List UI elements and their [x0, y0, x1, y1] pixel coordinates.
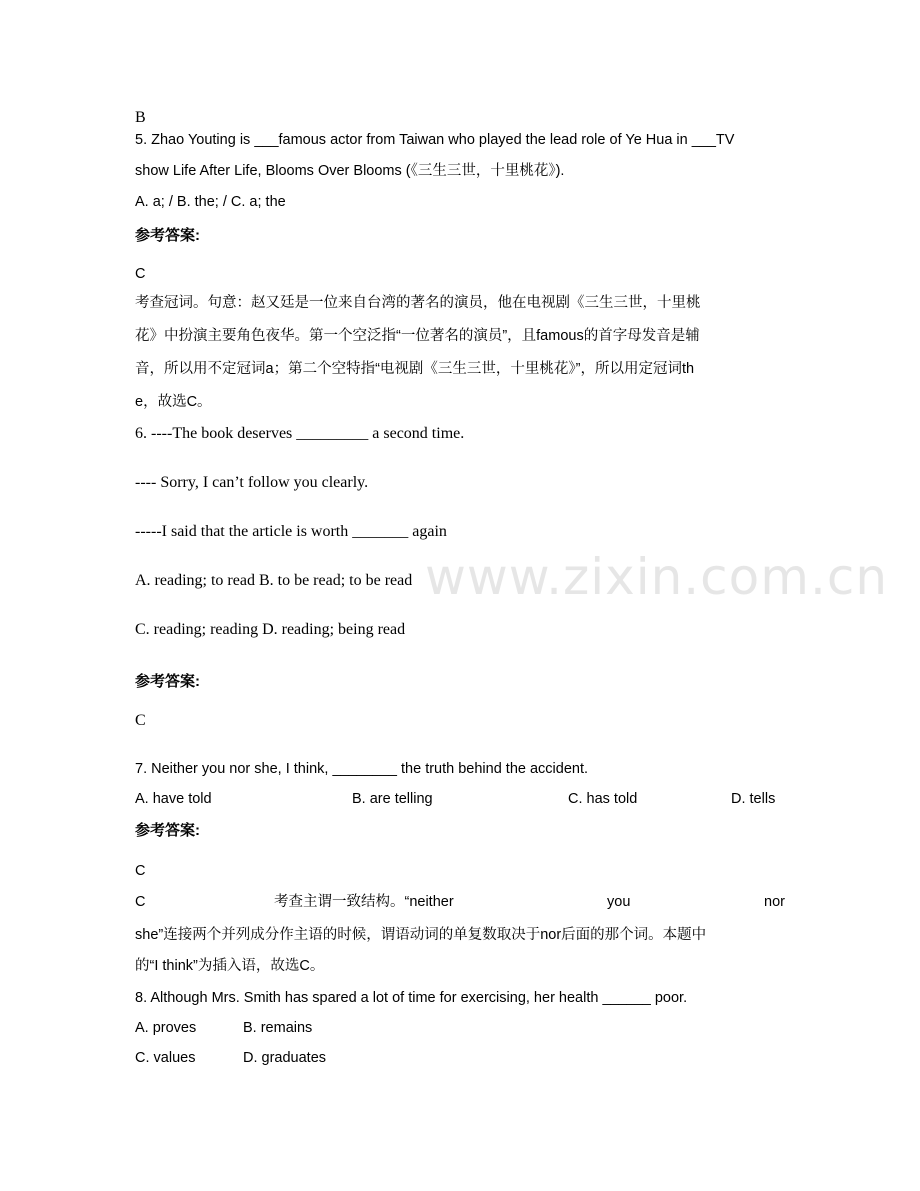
q8-stem: 8. Although Mrs. Smith has spared a lot of time for exercising, her health ______ poor. — [135, 990, 688, 1006]
q8-option-b: B. remains — [243, 1020, 313, 1036]
q7-option-d: D. tells — [731, 791, 776, 807]
q7-options — [135, 789, 785, 809]
q8-option-a: A. proves — [135, 1020, 197, 1036]
q7-option-c: C. has told — [568, 791, 638, 807]
q8-options-row2 — [135, 1048, 435, 1068]
q7-option-a: A. have told — [135, 791, 212, 807]
watermark: www.zixin.com.cn — [425, 548, 889, 606]
q5-options: A. a; / B. the; / C. a; the — [135, 194, 286, 210]
q6-answer: C — [135, 712, 146, 729]
q6-options-row1: A. reading; to read B. to be read; to be read — [135, 572, 413, 589]
q7-explanation-line2: she”连接两个并列成分作主语的时候，谓语动词的单复数取决于nor后面的那个词。本题中 — [135, 927, 707, 943]
q5-explanation-line4: e，故选C。 — [135, 394, 212, 410]
q5-explanation-line3: 音，所以用不定冠词a；第二个空特指“电视剧《三生三世，十里桃花》”，所以用定冠词th — [135, 361, 695, 377]
q5-answer-label: 参考答案: — [135, 227, 200, 244]
q5-answer: C — [135, 266, 146, 282]
q7-explanation-line1 — [135, 892, 785, 912]
q5-explanation-line1: 考查冠词。句意：赵又廷是一位来自台湾的著名的演员，他在电视剧《三生三世，十里桃 — [135, 295, 701, 311]
q6-options-row2: C. reading; reading D. reading; being read — [135, 621, 406, 638]
q7-explanation-word-nor: nor — [764, 894, 785, 910]
q7-explanation-line3: 的“I think”为插入语，故选C。 — [135, 958, 325, 974]
q5-stem-line2: show Life After Life, Blooms Over Blooms (《三生三世，十里桃花》). — [135, 163, 565, 179]
q6-stem-line2: ---- Sorry, I can’t follow you clearly. — [135, 474, 369, 491]
q8-options-row1 — [135, 1018, 435, 1038]
q6-stem-line3: -----I said that the article is worth _______ again — [135, 523, 447, 540]
q5-stem-line1: 5. Zhao Youting is ___famous actor from Taiwan who played the lead role of Ye Hua in ___TV — [135, 132, 735, 148]
q6-stem-line1: 6. ----The book deserves _________ a second time. — [135, 425, 465, 442]
q7-explanation-answer: C — [135, 894, 146, 910]
q8-option-c: C. values — [135, 1050, 196, 1066]
q7-option-b: B. are telling — [352, 791, 433, 807]
q5-explanation-line2: 花》中扮演主要角色夜华。第一个空泛指“一位著名的演员”，且famous的首字母发音是辅 — [135, 328, 700, 344]
q7-stem: 7. Neither you nor she, I think, ________ the truth behind the accident. — [135, 761, 589, 777]
q7-answer-label: 参考答案: — [135, 822, 200, 839]
q7-explanation-word-you: you — [607, 894, 631, 910]
q4-answer-tail: B — [135, 109, 146, 126]
q8-option-d: D. graduates — [243, 1050, 327, 1066]
q6-answer-label: 参考答案: — [135, 673, 200, 690]
q7-answer: C — [135, 863, 146, 879]
q7-explanation-topic: 考查主谓一致结构。“neither — [274, 894, 454, 910]
